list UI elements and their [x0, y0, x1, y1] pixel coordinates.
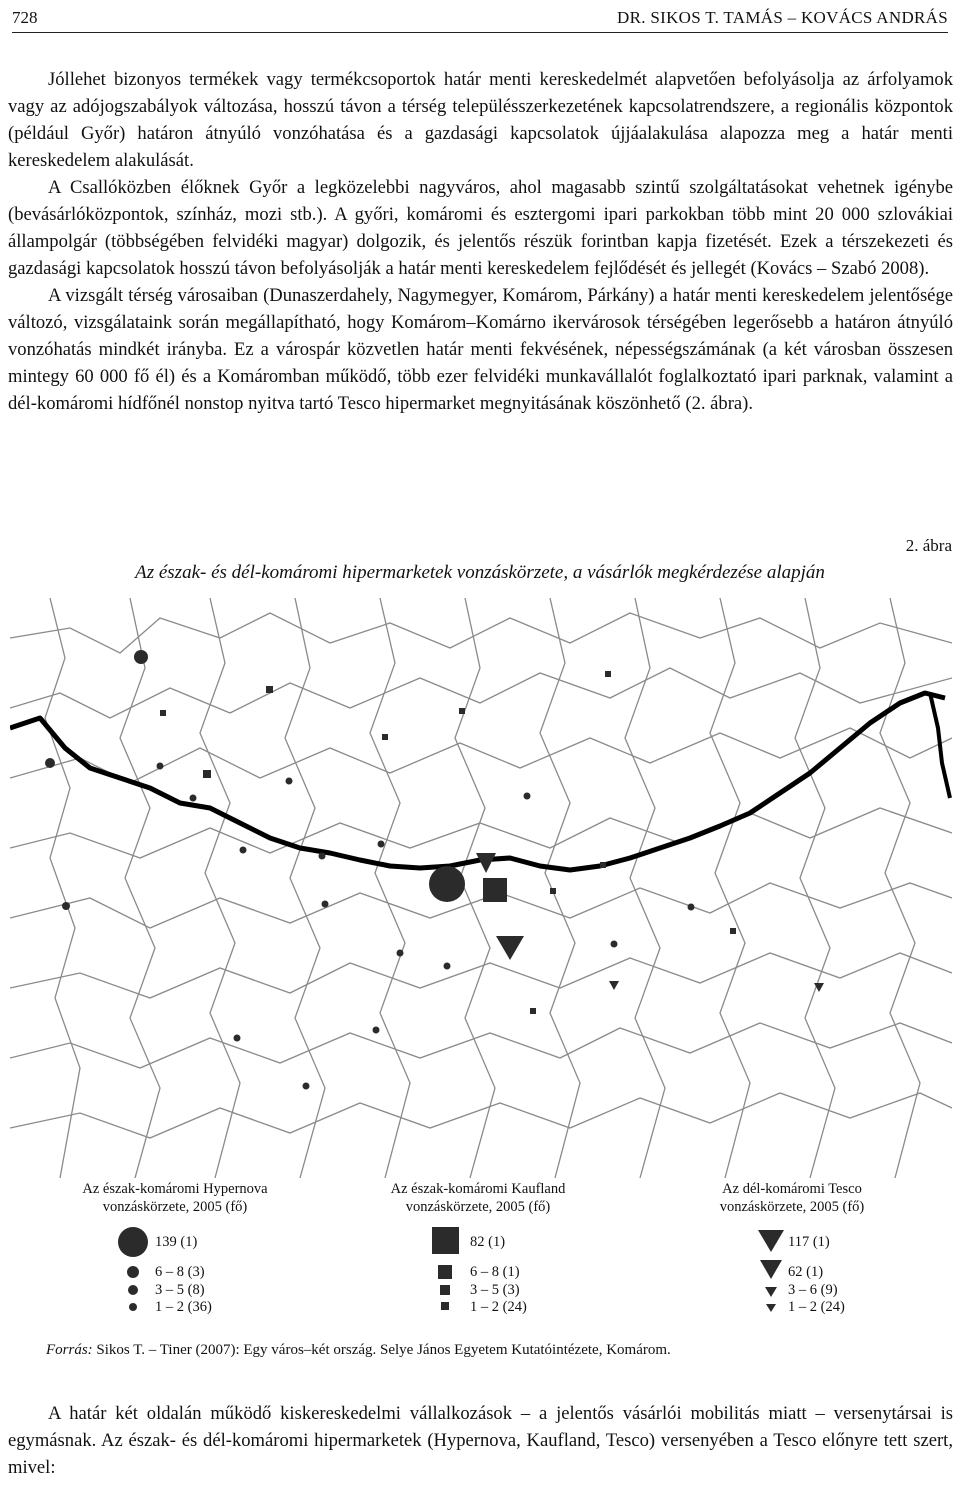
paragraph-4: A határ két oldalán működő kiskereskedelmi vállalkozások – a jelentős vásárlói mobilitás miatt – versenytársai is egymásnak. Az észak- és dél-komáromi hipermarketek (Hypernova, Kaufland, Tesco) versenyében a Tesco előnyre tett szert, mivel:	[8, 1403, 953, 1478]
closing-text	[8, 1400, 953, 1481]
hypernova-symbols	[45, 650, 695, 1090]
legend-row: 6 – 8 (3)	[155, 1264, 205, 1280]
legend-title: Az észak-komáromi Kaufland vonzáskörzete, 2005 (fő)	[390, 1181, 566, 1215]
attraction-zone-map	[10, 598, 952, 1178]
state-border-east	[930, 693, 950, 798]
legend-row: 1 – 2 (24)	[470, 1299, 527, 1315]
paragraph-2: A Csallóközben élőknek Győr a legközelebbi nagyváros, ahol magasabb szintű szolgáltatásokat vehetnek igénybe (bevásárlóközpontok, színház, mozi stb.). A győri, komáromi és esztergomi ipari parkokban több mint 20 000 szlovákiai állampolgár (többségében felvidéki magyar) dolgozik, és jelentős részük forintban kapja fizetését. Ezek a térszekezeti és gazdasági kapcsolatok hosszú távon befolyásolják a határ menti kereskedelem fejlődését és jellegét (Kovács – Szabó 2008).	[8, 177, 953, 279]
figure-number: 2. ábra	[905, 536, 952, 555]
legend-title: Az észak-komáromi Hypernova vonzáskörzete, 2005 (fő)	[82, 1181, 268, 1215]
legend-triangle-symbols	[752, 1224, 792, 1314]
running-title: DR. SIKOS T. TAMÁS – KOVÁCS ANDRÁS	[617, 8, 948, 27]
legend-row: 62 (1)	[788, 1264, 824, 1280]
page-number: 728	[12, 8, 38, 27]
legend-row: 117 (1)	[788, 1234, 830, 1250]
legend-title: Az dél-komáromi Tesco vonzáskörzete, 2005 (fő)	[719, 1181, 865, 1215]
legend-tesco	[662, 1180, 922, 1315]
tesco-symbols	[476, 853, 824, 992]
legend-row: 1 – 2 (24)	[788, 1299, 845, 1315]
paragraph-1: Jóllehet bizonyos termékek vagy termékcsoportok határ menti kereskedelmét alapvetően befolyásolja az árfolyamok vagy az adójogszabályok változása, hosszú távon a térség településszerkezetének kapcsolatrendszere, a regionális központok (például Győr) határon átnyúló vonzóhatása és a gazdasági kapcsolatok újjáalakulása alapozza meg a határ menti kereskedelem alakulását.	[8, 69, 953, 171]
legend-hypernova	[45, 1180, 305, 1315]
figure-source	[46, 1342, 671, 1359]
legend-row: 6 – 8 (1)	[470, 1264, 520, 1280]
municipal-boundaries	[10, 598, 952, 1178]
legend-row: 3 – 5 (8)	[155, 1282, 205, 1298]
source-label: Forrás:	[46, 1342, 93, 1358]
legend-circle-symbols	[115, 1224, 155, 1314]
legend-row: 82 (1)	[470, 1234, 506, 1250]
source-text: Sikos T. – Tiner (2007): Egy város–két ország. Selye János Egyetem Kutatóintézete, Komárom.	[92, 1342, 671, 1358]
legend-row: 3 – 5 (3)	[470, 1282, 520, 1298]
page-header	[12, 6, 948, 33]
legend-row: 3 – 6 (9)	[788, 1282, 838, 1298]
body-text	[8, 66, 953, 417]
legend-square-symbols	[428, 1224, 468, 1314]
legend-kaufland	[348, 1180, 608, 1315]
legend-row: 1 – 2 (36)	[155, 1299, 212, 1315]
paragraph-3: A vizsgált térség városaiban (Dunaszerdahely, Nagymegyer, Komárom, Párkány) a határ menti kereskedelem jelentősége változó, vizsgálataink során megállapítható, hogy Komárom–Komárno ikervárosok térségében legerősebb a határon átnyúló vonzóhatás mindkét irányba. Ez a várospár közvetlen határ menti fekvésének, népességszámának (a két városban összesen mintegy 60 000 fő él) és a Komáromban működő, több ezer felvidéki munkavállalót foglalkoztató ipari parknak, valamint a dél-komáromi hídfőnél nonstop nyitva tartó Tesco hipermarket megnyitásának köszönhető (2. ábra).	[8, 285, 953, 414]
figure-title: Az észak- és dél-komáromi hipermarketek vonzáskörzete, a vásárlók megkérdezése alapján	[135, 562, 825, 583]
state-border-danube	[10, 693, 945, 870]
legend-row: 139 (1)	[155, 1234, 198, 1250]
